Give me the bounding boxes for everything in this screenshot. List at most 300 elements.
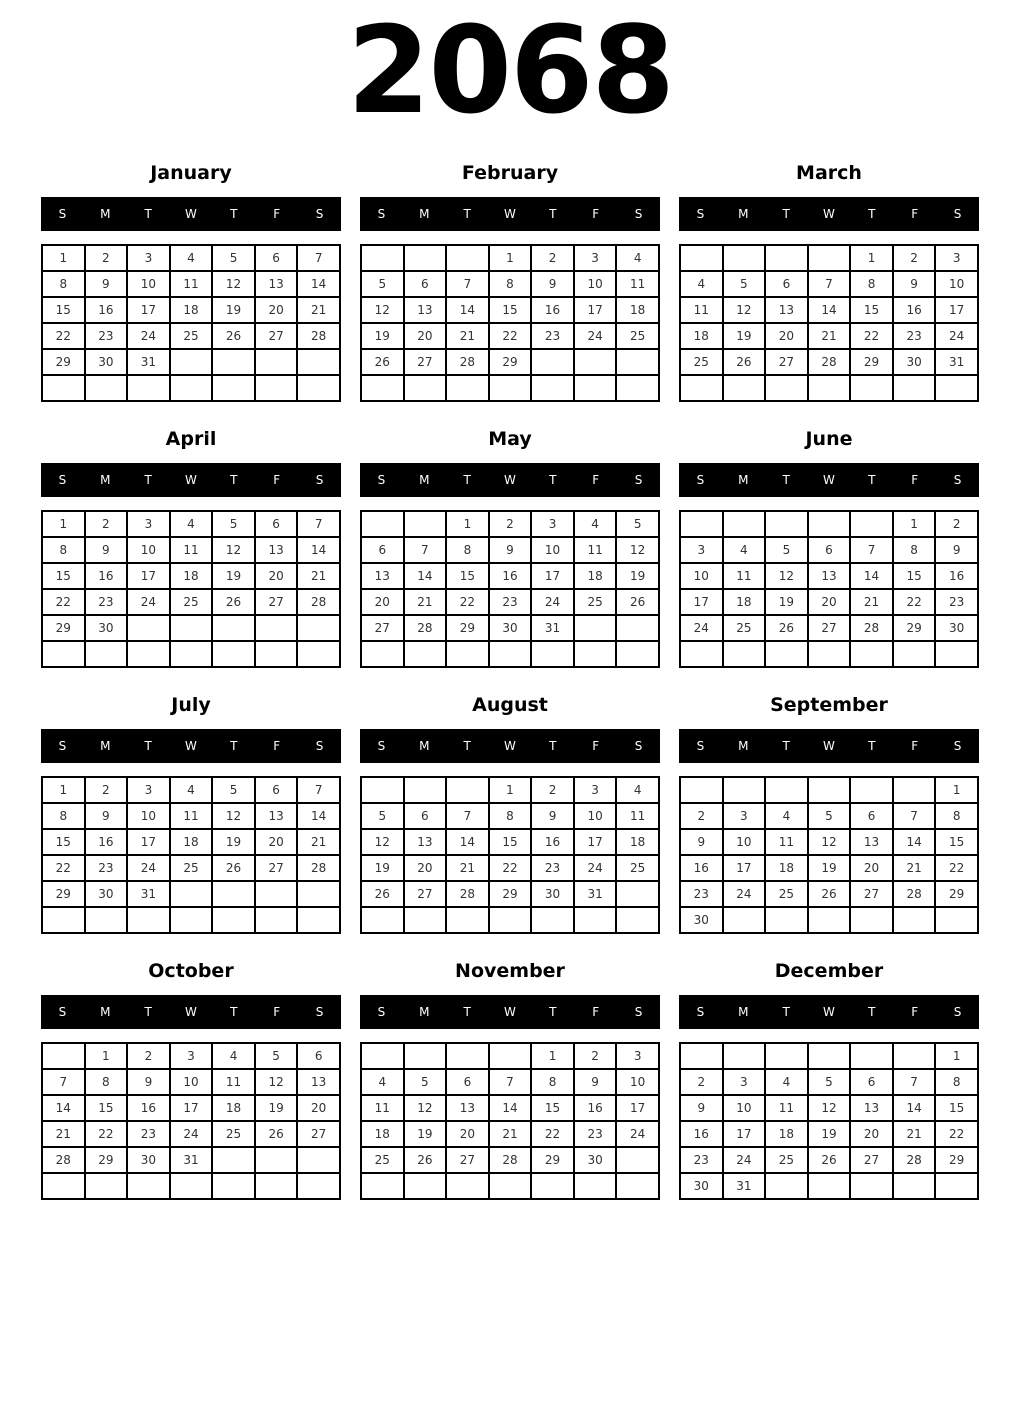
day-cell: 11 (765, 1095, 808, 1121)
day-cell: 12 (404, 1095, 447, 1121)
weekday-label: M (738, 1005, 749, 1019)
day-cell: 11 (765, 829, 808, 855)
month-title: September (770, 694, 888, 716)
day-cell: 27 (404, 881, 447, 907)
day-cell: 10 (127, 537, 170, 563)
month-june (679, 428, 979, 668)
day-cell: 27 (255, 323, 298, 349)
empty-day-cell (297, 1147, 340, 1173)
weekday-label: M (419, 1005, 430, 1019)
empty-day-cell (723, 245, 766, 271)
day-cell: 22 (893, 589, 936, 615)
weekday-header (41, 995, 341, 1029)
empty-day-cell (723, 907, 766, 933)
empty-day-cell (297, 349, 340, 375)
day-cell: 1 (893, 511, 936, 537)
day-cell: 7 (446, 803, 489, 829)
week-row (361, 1147, 659, 1173)
day-cell: 15 (489, 297, 532, 323)
week-row (42, 1147, 340, 1173)
day-cell: 29 (85, 1147, 128, 1173)
empty-day-cell (212, 1147, 255, 1173)
week-row (361, 323, 659, 349)
day-cell: 9 (85, 803, 128, 829)
day-cell: 14 (42, 1095, 85, 1121)
weekday-label: T (549, 473, 557, 487)
empty-day-cell (680, 511, 723, 537)
day-cell: 23 (680, 1147, 723, 1173)
day-cell: 1 (42, 777, 85, 803)
week-row (680, 641, 978, 667)
week-row (680, 1121, 978, 1147)
weekday-label: M (100, 473, 111, 487)
day-cell: 12 (255, 1069, 298, 1095)
week-row (680, 297, 978, 323)
day-cell: 13 (446, 1095, 489, 1121)
day-cell: 11 (170, 803, 213, 829)
day-cell: 24 (531, 589, 574, 615)
day-cell: 5 (765, 537, 808, 563)
day-cell: 14 (489, 1095, 532, 1121)
weekday-label: F (273, 473, 281, 487)
day-cell: 23 (893, 323, 936, 349)
empty-day-cell (531, 349, 574, 375)
empty-day-cell (170, 641, 213, 667)
day-cell: 7 (297, 511, 340, 537)
day-cell: 12 (723, 297, 766, 323)
empty-day-cell (361, 641, 404, 667)
day-cell: 16 (680, 1121, 723, 1147)
day-cell: 16 (85, 563, 128, 589)
day-cell: 14 (297, 537, 340, 563)
empty-day-cell (765, 777, 808, 803)
empty-day-cell (808, 245, 851, 271)
day-cell: 4 (765, 803, 808, 829)
empty-day-cell (489, 641, 532, 667)
empty-day-cell (616, 1147, 659, 1173)
week-row (680, 907, 978, 933)
day-cell: 15 (531, 1095, 574, 1121)
day-cell: 29 (531, 1147, 574, 1173)
week-row (680, 375, 978, 401)
week-row (680, 349, 978, 375)
day-cell: 21 (404, 589, 447, 615)
empty-day-cell (616, 881, 659, 907)
day-cell: 13 (765, 297, 808, 323)
week-row (680, 323, 978, 349)
day-cell: 25 (680, 349, 723, 375)
day-cell: 5 (808, 803, 851, 829)
empty-day-cell (170, 615, 213, 641)
day-cell: 12 (361, 297, 404, 323)
empty-day-cell (212, 641, 255, 667)
day-cell: 21 (489, 1121, 532, 1147)
day-cell: 14 (893, 829, 936, 855)
day-cell: 16 (574, 1095, 617, 1121)
weekday-label: M (100, 1005, 111, 1019)
day-cell: 31 (127, 881, 170, 907)
week-row (42, 323, 340, 349)
day-cell: 9 (680, 829, 723, 855)
weekday-label: S (953, 207, 962, 221)
day-cell: 1 (935, 777, 978, 803)
weekday-header (360, 197, 660, 231)
empty-day-cell (170, 375, 213, 401)
weekday-label: S (953, 473, 962, 487)
day-cell: 20 (255, 563, 298, 589)
day-cell: 20 (765, 323, 808, 349)
weekday-label: F (592, 207, 600, 221)
day-cell: 26 (765, 615, 808, 641)
month-title: August (472, 694, 548, 716)
empty-day-cell (531, 1173, 574, 1199)
day-cell: 15 (935, 829, 978, 855)
weekday-label: T (230, 473, 238, 487)
day-cell: 28 (404, 615, 447, 641)
weekday-label: S (634, 739, 643, 753)
week-row (680, 271, 978, 297)
weekday-label: F (273, 207, 281, 221)
day-cell: 14 (446, 297, 489, 323)
week-row (42, 1043, 340, 1069)
empty-day-cell (616, 641, 659, 667)
day-cell: 29 (935, 1147, 978, 1173)
day-cell: 2 (935, 511, 978, 537)
empty-day-cell (404, 907, 447, 933)
month-day-grid (41, 1042, 341, 1200)
empty-day-cell (723, 641, 766, 667)
day-cell: 30 (85, 881, 128, 907)
day-cell: 23 (531, 855, 574, 881)
day-cell: 6 (765, 271, 808, 297)
day-cell: 19 (616, 563, 659, 589)
month-day-grid (679, 1042, 979, 1200)
weekday-label: S (377, 207, 386, 221)
weekday-label: S (58, 473, 67, 487)
week-row (361, 829, 659, 855)
day-cell: 17 (680, 589, 723, 615)
day-cell: 26 (723, 349, 766, 375)
day-cell: 24 (574, 323, 617, 349)
day-cell: 8 (531, 1069, 574, 1095)
day-cell: 3 (127, 777, 170, 803)
day-cell: 15 (42, 563, 85, 589)
day-cell: 20 (404, 855, 447, 881)
empty-day-cell (85, 907, 128, 933)
day-cell: 10 (127, 803, 170, 829)
day-cell: 30 (574, 1147, 617, 1173)
day-cell: 7 (893, 1069, 936, 1095)
weekday-label: T (463, 473, 471, 487)
week-row (42, 511, 340, 537)
week-row (680, 563, 978, 589)
empty-day-cell (212, 1173, 255, 1199)
day-cell: 7 (297, 245, 340, 271)
day-cell: 28 (446, 349, 489, 375)
day-cell: 16 (531, 297, 574, 323)
weekday-label: T (549, 739, 557, 753)
day-cell: 5 (361, 271, 404, 297)
day-cell: 27 (765, 349, 808, 375)
empty-day-cell (489, 1043, 532, 1069)
month-title: April (165, 428, 217, 450)
empty-day-cell (574, 907, 617, 933)
day-cell: 16 (680, 855, 723, 881)
day-cell: 12 (212, 271, 255, 297)
week-row (361, 271, 659, 297)
day-cell: 17 (935, 297, 978, 323)
day-cell: 9 (531, 271, 574, 297)
weekday-header (679, 729, 979, 763)
weekday-label: F (273, 739, 281, 753)
empty-day-cell (935, 907, 978, 933)
day-cell: 16 (893, 297, 936, 323)
day-cell: 17 (723, 855, 766, 881)
weekday-label: M (738, 207, 749, 221)
day-cell: 22 (42, 589, 85, 615)
week-row (680, 1095, 978, 1121)
weekday-label: S (58, 207, 67, 221)
day-cell: 18 (361, 1121, 404, 1147)
day-cell: 3 (935, 245, 978, 271)
empty-day-cell (446, 1043, 489, 1069)
day-cell: 29 (489, 881, 532, 907)
empty-day-cell (765, 511, 808, 537)
empty-day-cell (361, 777, 404, 803)
month-day-grid (679, 776, 979, 934)
day-cell: 3 (574, 245, 617, 271)
day-cell: 9 (893, 271, 936, 297)
empty-day-cell (297, 641, 340, 667)
day-cell: 15 (42, 829, 85, 855)
empty-day-cell (574, 615, 617, 641)
week-row (680, 1043, 978, 1069)
day-cell: 24 (127, 589, 170, 615)
weekday-label: M (100, 739, 111, 753)
empty-day-cell (808, 1043, 851, 1069)
day-cell: 21 (893, 855, 936, 881)
day-cell: 30 (680, 1173, 723, 1199)
month-september (679, 694, 979, 934)
day-cell: 17 (531, 563, 574, 589)
day-cell: 31 (531, 615, 574, 641)
empty-day-cell (127, 907, 170, 933)
day-cell: 24 (616, 1121, 659, 1147)
weekday-label: W (504, 473, 516, 487)
weekday-label: W (504, 207, 516, 221)
day-cell: 12 (212, 537, 255, 563)
day-cell: 22 (42, 855, 85, 881)
empty-day-cell (723, 1043, 766, 1069)
empty-day-cell (893, 907, 936, 933)
day-cell: 13 (255, 271, 298, 297)
day-cell: 26 (404, 1147, 447, 1173)
month-title: October (148, 960, 234, 982)
day-cell: 11 (170, 537, 213, 563)
week-row (361, 511, 659, 537)
day-cell: 18 (212, 1095, 255, 1121)
day-cell: 26 (808, 881, 851, 907)
weekday-label: M (419, 739, 430, 753)
empty-day-cell (574, 1173, 617, 1199)
empty-day-cell (616, 375, 659, 401)
day-cell: 15 (893, 563, 936, 589)
day-cell: 31 (574, 881, 617, 907)
empty-day-cell (361, 1173, 404, 1199)
empty-day-cell (850, 375, 893, 401)
empty-day-cell (446, 907, 489, 933)
day-cell: 5 (212, 777, 255, 803)
week-row (361, 375, 659, 401)
empty-day-cell (170, 349, 213, 375)
day-cell: 2 (85, 245, 128, 271)
empty-day-cell (850, 907, 893, 933)
day-cell: 24 (723, 881, 766, 907)
day-cell: 11 (574, 537, 617, 563)
weekday-label: W (185, 739, 197, 753)
day-cell: 3 (127, 511, 170, 537)
empty-day-cell (850, 777, 893, 803)
weekday-label: W (185, 473, 197, 487)
empty-day-cell (893, 1173, 936, 1199)
day-cell: 12 (765, 563, 808, 589)
day-cell: 31 (723, 1173, 766, 1199)
week-row (42, 1173, 340, 1199)
empty-day-cell (361, 245, 404, 271)
day-cell: 12 (808, 829, 851, 855)
weekday-label: W (185, 1005, 197, 1019)
day-cell: 2 (127, 1043, 170, 1069)
week-row (42, 245, 340, 271)
week-row (42, 349, 340, 375)
week-row (361, 1173, 659, 1199)
day-cell: 23 (127, 1121, 170, 1147)
day-cell: 25 (170, 323, 213, 349)
day-cell: 28 (489, 1147, 532, 1173)
week-row (680, 881, 978, 907)
day-cell: 3 (723, 1069, 766, 1095)
month-title: March (796, 162, 862, 184)
day-cell: 8 (446, 537, 489, 563)
empty-day-cell (808, 907, 851, 933)
weekday-label: T (144, 207, 152, 221)
empty-day-cell (808, 375, 851, 401)
day-cell: 27 (850, 881, 893, 907)
day-cell: 14 (297, 271, 340, 297)
weekday-header (360, 995, 660, 1029)
day-cell: 14 (893, 1095, 936, 1121)
empty-day-cell (935, 375, 978, 401)
day-cell: 3 (680, 537, 723, 563)
empty-day-cell (85, 1173, 128, 1199)
day-cell: 30 (489, 615, 532, 641)
day-cell: 18 (616, 829, 659, 855)
week-row (680, 777, 978, 803)
weekday-label: S (315, 739, 324, 753)
month-title: December (774, 960, 884, 982)
day-cell: 3 (616, 1043, 659, 1069)
empty-day-cell (42, 1173, 85, 1199)
day-cell: 26 (361, 881, 404, 907)
week-row (361, 1121, 659, 1147)
month-day-grid (360, 244, 660, 402)
months-grid (41, 162, 979, 1200)
day-cell: 23 (680, 881, 723, 907)
day-cell: 9 (935, 537, 978, 563)
weekday-label: S (696, 473, 705, 487)
week-row (680, 1069, 978, 1095)
empty-day-cell (850, 1043, 893, 1069)
day-cell: 13 (297, 1069, 340, 1095)
day-cell: 19 (361, 323, 404, 349)
day-cell: 11 (680, 297, 723, 323)
day-cell: 14 (297, 803, 340, 829)
weekday-header (360, 729, 660, 763)
day-cell: 25 (170, 589, 213, 615)
day-cell: 9 (85, 271, 128, 297)
weekday-label: S (634, 1005, 643, 1019)
day-cell: 31 (170, 1147, 213, 1173)
day-cell: 15 (42, 297, 85, 323)
day-cell: 24 (723, 1147, 766, 1173)
empty-day-cell (255, 881, 298, 907)
day-cell: 29 (489, 349, 532, 375)
month-title: November (455, 960, 565, 982)
empty-day-cell (255, 1173, 298, 1199)
day-cell: 28 (893, 1147, 936, 1173)
day-cell: 28 (850, 615, 893, 641)
day-cell: 18 (170, 297, 213, 323)
day-cell: 4 (212, 1043, 255, 1069)
month-day-grid (41, 510, 341, 668)
day-cell: 23 (85, 323, 128, 349)
day-cell: 24 (170, 1121, 213, 1147)
day-cell: 22 (850, 323, 893, 349)
weekday-label: S (634, 473, 643, 487)
weekday-header (360, 463, 660, 497)
day-cell: 25 (616, 855, 659, 881)
empty-day-cell (361, 907, 404, 933)
day-cell: 6 (404, 271, 447, 297)
day-cell: 12 (808, 1095, 851, 1121)
day-cell: 12 (212, 803, 255, 829)
week-row (42, 271, 340, 297)
weekday-header (41, 729, 341, 763)
day-cell: 28 (297, 323, 340, 349)
day-cell: 1 (42, 511, 85, 537)
day-cell: 26 (616, 589, 659, 615)
weekday-label: T (549, 207, 557, 221)
day-cell: 22 (489, 855, 532, 881)
empty-day-cell (212, 375, 255, 401)
week-row (42, 829, 340, 855)
day-cell: 27 (361, 615, 404, 641)
day-cell: 9 (680, 1095, 723, 1121)
day-cell: 10 (723, 1095, 766, 1121)
day-cell: 8 (489, 803, 532, 829)
day-cell: 27 (446, 1147, 489, 1173)
day-cell: 19 (361, 855, 404, 881)
empty-day-cell (85, 641, 128, 667)
day-cell: 28 (297, 855, 340, 881)
week-row (361, 589, 659, 615)
day-cell: 27 (297, 1121, 340, 1147)
month-title: February (461, 162, 559, 184)
day-cell: 24 (127, 855, 170, 881)
empty-day-cell (255, 641, 298, 667)
week-row (42, 1095, 340, 1121)
day-cell: 29 (446, 615, 489, 641)
